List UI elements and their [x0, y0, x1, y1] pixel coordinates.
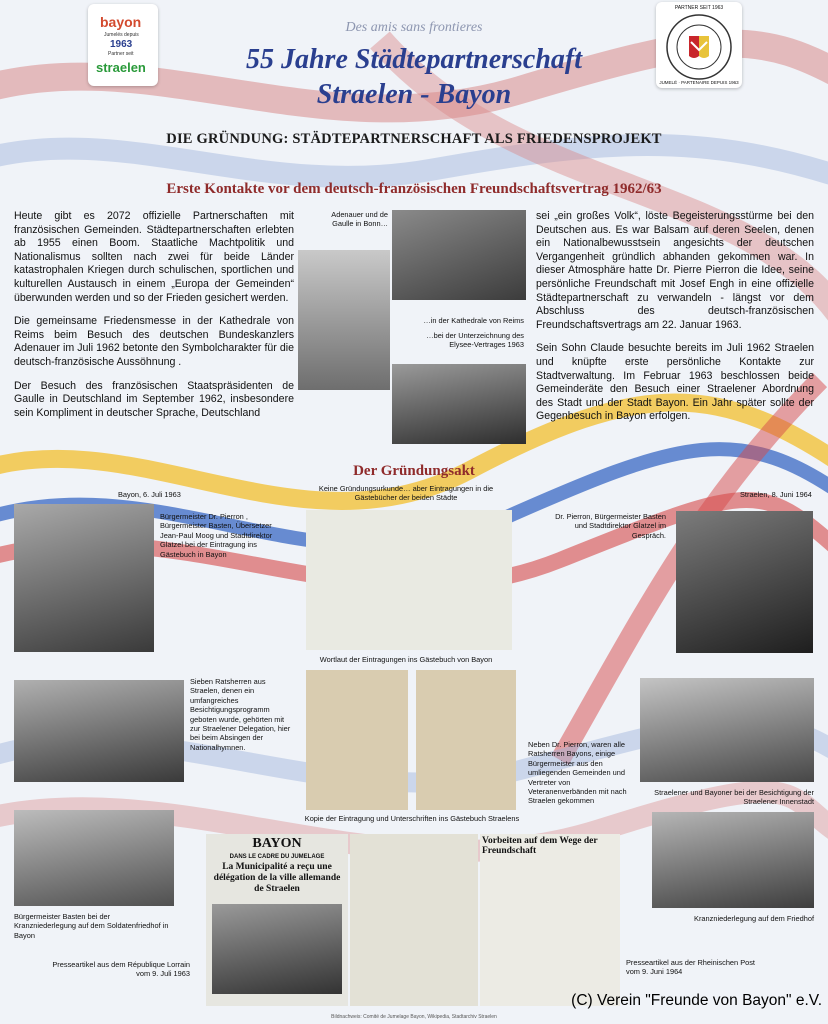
photo-ratsherren — [14, 680, 184, 782]
left-paragraph: Die gemeinsame Friedensmesse in der Kathedrale von Reims beim Besuch des deutschen Bundeskanzlers Adenauer im Juli 1962 betonte den Symbolcharakter für die deutsch-französische Aussöhnung . — [14, 315, 294, 368]
caption-elysee: …bei der Unterzeichnung des Elysee-Vertrages 1963 — [426, 331, 524, 350]
left-paragraph: Heute gibt es 2072 offizielle Partnerschaften mit französischen Gemeinden. Städtepartnerschaften erlebten ab 1955 einen Boom. Staatliche Machtpolitik und Nationalismus sollten nach zwei für beide Länder katastrophalen Kriegen durch schulischen, sportlichen und kulturellen Austausch in einem „Europa der Gemeinden“ überwunden werden und so der Frieden gesichert werden. — [14, 210, 294, 304]
page-title-line2: Straelen - Bayon — [316, 79, 512, 110]
seal-bottom-text: JUMELÉ · PARTENAIRE DEPUIS 1963 — [659, 80, 739, 85]
photo-bonn — [392, 210, 526, 300]
logo-jumeles-text: Jumelés depuis — [104, 32, 139, 38]
photo-signatures — [350, 834, 478, 1006]
photo-guestbook-wortlaut — [306, 510, 512, 650]
section2-title: Der Gründungsakt — [353, 463, 475, 479]
photo-soldatenfriedhof — [14, 810, 174, 906]
photo-guestbook-page-right — [416, 670, 516, 810]
newspaper-rp-headline: Vorbeiten auf dem Wege der Freundschaft — [482, 836, 598, 856]
caption-talk: Dr. Pierron, Bürgermeister Basten und Stadtdirektor Glatzel im Gespräch. — [555, 512, 666, 540]
newspaper-rheinische-post — [480, 834, 620, 1006]
seal-top-text: PARTNER SEIT 1963 — [674, 5, 724, 11]
caption-ratsherren: Sieben Ratsherren aus Straelen, denen ein umfangreiches Besichtigungsprogramm geboten wurde, gehörten mit zur Straelener Delegation, hier bei beim Absingen der Nationalhymnen. — [190, 677, 291, 752]
caption-presse-rp: Presseartikel aus der Rheinischen Post vom 9. Juni 1964 — [626, 958, 755, 977]
photo-bayon-signing — [14, 504, 154, 652]
newspaper-masthead: BAYON — [252, 836, 302, 851]
section1-title: Erste Kontakte vor dem deutsch-französischen Freundschaftsvertrag 1962/63 — [166, 181, 662, 197]
image-credit: Bildnachweis: Comité de Jumelage Bayon, Wikipedia, Stadtarchiv Straelen — [331, 1014, 497, 1020]
caption-straelen-date: Straelen, 8. Juni 1964 — [740, 490, 812, 499]
photo-friedhof — [652, 812, 814, 908]
right-paragraph: sei „ein großes Volk“, löste Begeisterungsstürme bei den Deutschen aus. Es war Balsam auf deren Seelen, denen ein Nationalbewusstsein angesichts der deutschen Vergangenheit gründlich abhanden gekommen war. In dieser Atmosphäre hatte Dr. Pierre Pierron die Idee, seine persönliche Freundschaft mit Josef Engh in eine offizielle Städtepartnerschaft zu verwandeln - längst vor dem Abschluss des deutsch-französischen Freundschaftsvertrags am 22. Januar 1963. — [536, 210, 814, 331]
caption-signing: Bürgermeister Dr. Pierron , Bürgermeister Basten, Übersetzer Jean-Paul Moog und Stadtdirektor Glatzel bei der Eintragung ins Gästebuch in Bayon — [160, 512, 273, 559]
left-paragraph: Der Besuch des französischen Staatspräsidenten de Gaulle in Deutschland im September 1962, insbesondere sein Kompliment in deutscher Sprache, Deutschland — [14, 379, 294, 419]
logo-bayon-text: bayon — [100, 14, 142, 30]
right-paragraph: Sein Sohn Claude besuchte bereits im Juli 1962 Straelen und knüpfte erste persönliche Kontakte zur Stadtverwaltung. Im Februar 1963 beschlossen beide Gemeinderäte den Besuch einer Straelener Abordnung des Stadt und der Stadt Bayon. Ein Jahr später sollte der Gegenbesuch in Bayon erfolgen. — [536, 342, 814, 423]
page-title-line1: 55 Jahre Städtepartnerschaft — [245, 44, 583, 75]
photo-guestbook-page-left — [306, 670, 408, 810]
caption-kopie: Kopie der Eintragung und Unterschriften ins Gästebuch Straelens — [304, 814, 520, 823]
photo-innenstadt — [640, 678, 814, 782]
caption-bayon-date: Bayon, 6. Juli 1963 — [118, 490, 181, 499]
logo-partner-text: Partner seit — [108, 51, 134, 57]
logo-straelen-text: straelen — [96, 60, 146, 75]
page-subtitle: Des amis sans frontieres — [345, 20, 483, 35]
caption-innenstadt: Straelener und Bayoner bei der Besichtigung der Straelener Innenstadt — [654, 788, 814, 807]
section1-right-text — [536, 210, 814, 434]
photo-straelen-talk — [676, 511, 813, 653]
newspaper-kicker: DANS LE CADRE DU JUMELAGE — [229, 854, 325, 860]
newspaper-photo — [212, 904, 342, 994]
caption-kranz-bayon: Bürgermeister Basten bei der Kranzniederlegung auf dem Soldatenfriedhof in Bayon — [14, 912, 169, 940]
caption-guestbook-intro: Keine Gründungsurkunde… aber Eintragungen in die Gästebücher der beiden Städte — [318, 484, 494, 503]
photo-elysee — [392, 364, 526, 444]
caption-wortlaut: Wortlaut der Eintragungen ins Gästebuch von Bayon — [319, 655, 493, 664]
logo-year: 1963 — [110, 39, 133, 50]
copyright-notice: (C) Verein "Freunde von Bayon" e.V. — [571, 992, 822, 1009]
caption-adenauer: Adenauer und de Gaulle in Bonn… — [331, 210, 388, 229]
photo-reims-cathedral — [298, 250, 390, 390]
caption-presse-lorrain: Presseartikel aus dem République Lorrain vom 9. Juli 1963 — [52, 960, 190, 979]
newspaper-republicain-lorrain — [206, 834, 348, 1006]
caption-kranz-friedhof: Kranzniederlegung auf dem Friedhof — [694, 914, 814, 923]
newspaper-headline: La Municipalité a reçu une délégation de la ville allemande de Straelen — [213, 862, 341, 894]
section1-left-text — [14, 210, 294, 430]
caption-buergermeister: Neben Dr. Pierron, waren alle Ratsherren Bayons, einige Bürgermeister aus den umliegenden Gemeinden und Vertreter von Veteranenverbänden mit nach Straelen gekommen — [528, 740, 627, 806]
main-heading: DIE GRÜNDUNG: STÄDTEPARTNERSCHAFT ALS FRIEDENSPROJEKT — [166, 131, 662, 147]
caption-reims: …in der Kathedrale von Reims — [423, 316, 524, 325]
